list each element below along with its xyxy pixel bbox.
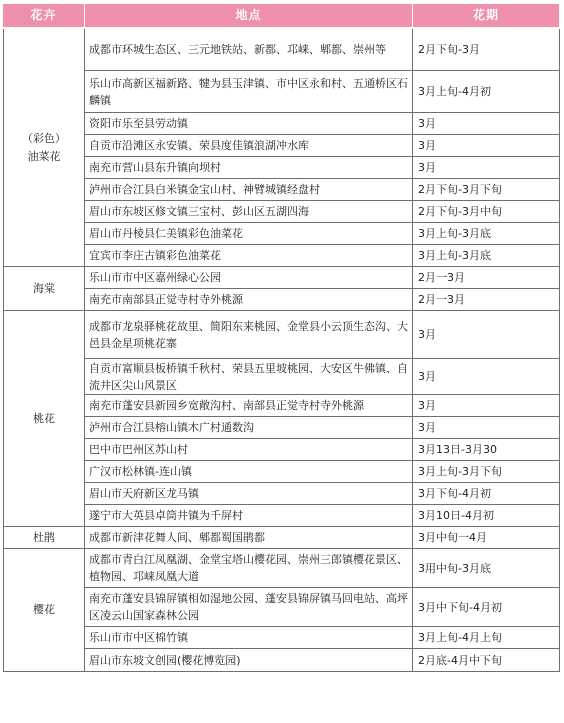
table-row (3, 417, 560, 439)
location-cell: 广汉市松林镇-连山镇 (85, 461, 413, 483)
table-row (3, 588, 560, 627)
location-cell: 南充市蓬安县锦屏镇相如湿地公园、蓬安县锦屏镇马回电站、高坪区凌云山国家森林公园 (85, 588, 413, 627)
flower-name: 海棠 (33, 281, 55, 295)
flower-group-cell (3, 311, 85, 527)
flower-table (3, 4, 560, 720)
table-row (3, 527, 560, 549)
table-row (3, 113, 560, 135)
period-cell: 3用中旬-3月底 (413, 549, 560, 588)
table-row (3, 359, 560, 395)
table-row (3, 505, 560, 527)
table-row (3, 267, 560, 289)
flower-group-cell (3, 527, 85, 549)
table-row (3, 71, 560, 113)
table-row (3, 439, 560, 461)
location-cell: 成都市龙泉驿桃花故里、简阳东来桃园、金堂县小云顶生态沟、大邑县金星项桃花寨 (85, 311, 413, 359)
flower-name: （彩色） 油菜花 (22, 131, 66, 163)
period-cell: 3月 (413, 135, 560, 157)
location-cell: 眉山市丹棱县仁美镇彩色油菜花 (85, 223, 413, 245)
table-row (3, 29, 560, 71)
flower-name: 桃花 (33, 411, 55, 425)
location-cell: 南充市南部县正觉寺村寺外桃源 (85, 289, 413, 311)
location-cell: 眉山市东坡区修文镇三宝村、彭山区五湖四海 (85, 201, 413, 223)
location-cell: 成都市新津花舞人间、郫都蜀国鹃都 (85, 527, 413, 549)
table-row (3, 461, 560, 483)
location-cell: 自贡市沿滩区永安镇、荣县度佳镇浪湖冲水库 (85, 135, 413, 157)
table-row (3, 157, 560, 179)
period-cell: 2月下旬-3月下旬 (413, 179, 560, 201)
table-row (3, 179, 560, 201)
period-cell: 3月上旬-3月底 (413, 223, 560, 245)
period-cell: 3月 (413, 359, 560, 395)
period-cell: 2月底-4月中下旬 (413, 649, 560, 672)
table-row (3, 627, 560, 649)
period-cell: 3月上旬-3月下旬 (413, 461, 560, 483)
period-cell: 3月 (413, 395, 560, 417)
location-cell: 泸州市合江县榕山镇木广村通数沟 (85, 417, 413, 439)
table-row (3, 483, 560, 505)
location-cell: 巴中市巴州区苏山村 (85, 439, 413, 461)
period-cell: 2月一3月 (413, 289, 560, 311)
period-cell: 2月一3月 (413, 267, 560, 289)
location-cell: 乐山市市中区嘉州绿心公园 (85, 267, 413, 289)
location-cell: 乐山市高新区福新路、犍为县玉津镇、市中区永和村、五通桥区石麟镇 (85, 71, 413, 113)
location-cell: 自贡市富顺县板桥镇千秋村、荣县五里坡桃园、大安区牛佛镇、自流井区尖山风景区 (85, 359, 413, 395)
table-row (3, 549, 560, 588)
table-row (3, 135, 560, 157)
location-cell: 泸州市合江县白米镇金宝山村、神臂城镇经盘村 (85, 179, 413, 201)
location-cell: 遂宁市大英县卓筒井镇为千屏村 (85, 505, 413, 527)
period-cell: 3月 (413, 157, 560, 179)
table-row (3, 223, 560, 245)
period-cell: 3月上旬-4月上旬 (413, 627, 560, 649)
flower-group-cell (3, 29, 85, 267)
table-row (3, 311, 560, 359)
table-row (3, 395, 560, 417)
period-cell: 3月13日-3月30 (413, 439, 560, 461)
header-location: 地点 (85, 4, 413, 29)
period-cell: 3月上旬-4月初 (413, 71, 560, 113)
period-cell: 3月下旬-4月初 (413, 483, 560, 505)
period-cell: 3月中旬一4月 (413, 527, 560, 549)
period-cell: 3月 (413, 311, 560, 359)
period-cell: 3月上旬-3月底 (413, 245, 560, 267)
flower-name: 樱花 (33, 603, 55, 616)
location-cell: 眉山市东坡文创园(樱花博览园) (85, 649, 413, 672)
location-cell: 乐山市市中区棉竹镇 (85, 627, 413, 649)
location-cell: 南充市蓬安县新园乡宽敞沟村、南部县正觉寺村寺外桃源 (85, 395, 413, 417)
location-cell: 宜宾市李庄古镇彩色油菜花 (85, 245, 413, 267)
location-cell: 南充市营山县东升镇向坝村 (85, 157, 413, 179)
period-cell: 3月中下旬-4月初 (413, 588, 560, 627)
flower-name: 杜鹃 (33, 530, 55, 544)
location-cell: 成都市青白江凤凰湖、金堂宝塔山樱花园、崇州三郎镇樱花景区、植物园、邛崃凤凰大道 (85, 549, 413, 588)
period-cell: 3月 (413, 417, 560, 439)
header-period: 花期 (413, 4, 560, 29)
location-cell: 成都市环城生态区、三元地铁站、新都、邛崃、郫都、崇州等 (85, 29, 413, 71)
period-cell: 3月 (413, 113, 560, 135)
period-cell: 2月下旬-3月中旬 (413, 201, 560, 223)
location-cell: 眉山市天府新区龙马镇 (85, 483, 413, 505)
table-row (3, 649, 560, 672)
header-flower: 花卉 (3, 4, 85, 29)
table-header (3, 4, 560, 29)
location-cell: 资阳市乐至县劳动镇 (85, 113, 413, 135)
flower-group-cell (3, 267, 85, 311)
table-row (3, 245, 560, 267)
flower-group-cell (3, 549, 85, 672)
table-row (3, 201, 560, 223)
period-cell: 3月10日-4月初 (413, 505, 560, 527)
period-cell: 2月下旬-3月 (413, 29, 560, 71)
table-row (3, 289, 560, 311)
